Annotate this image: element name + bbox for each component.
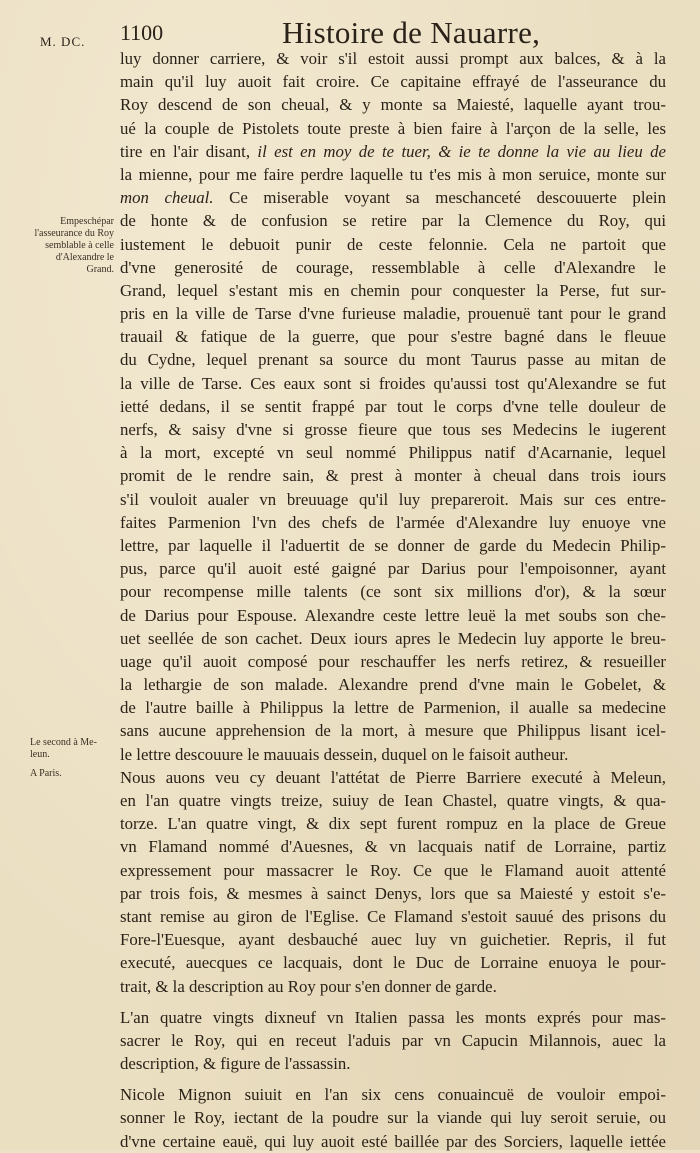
text-line: main qu'il luy auoit fait croire. Ce capitaine effrayé de l'asseurance du — [120, 72, 666, 92]
text-line: Grand, lequel s'estant mis en chemin pour conquester la Perse, fut sur- — [120, 280, 666, 300]
text-line: de honte & de confusion se retire par la Clemence du Roy, qui — [120, 211, 666, 231]
margin-note-paris: A Paris. — [30, 768, 62, 779]
text-line: promit de le rendre sain, & prest à monter à cheual dans trois iours — [120, 466, 666, 486]
king-quote-segment: il est en moy de te tuer, & ie te donne la vie au lieu de — [257, 141, 666, 161]
text-line: à la mort, excepté vn seul nommé Philippus natif d'Acarnanie, lequel — [120, 443, 666, 463]
text-line: le lettre descouure le mauuais dessein, duquel on le faisoit autheur. — [120, 744, 569, 764]
text-line: Roy descend de son cheual, & y monte sa Maiesté, laquelle ayant trou- — [120, 95, 666, 115]
text-line: la lethargie de son malade. Alexandre prend d'vne main le Gobelet, & — [120, 675, 666, 695]
text-line — [120, 140, 666, 163]
text-line: sacrer le Roy, qui en receut l'aduis par vn Capucin Milannois, auec la — [120, 1030, 666, 1050]
margin-note-line: Le second à Me- — [30, 737, 97, 748]
text-line: ué la couple de Pistolets toute preste à bien faire à l'arçon de la selle, les — [120, 118, 666, 138]
text-line: Nicole Mignon suiuit en l'an six cens conuaincuë de vouloir empoi- — [120, 1085, 666, 1105]
text-line: L'an quatre vingts dixneuf vn Italien passa les monts exprés pour mas- — [120, 1007, 666, 1027]
text-line: uage qu'il auoit composé pour reschauffer les nerfs retirez, & resueiller — [120, 651, 666, 671]
text-line: pour recompense mille talents (ce sont six millions d'or), & la sœur — [120, 582, 666, 602]
text-line: sans aucune apprehension de la mort, à mesure que Philippus lisant icel- — [120, 721, 666, 741]
text-line: Nous auons veu cy deuant l'attétat de Pierre Barriere executé à Meleun, — [120, 767, 666, 787]
text-line: pus, parce qu'il auoit esté gaigné par Darius pour l'empoisonner, ayant — [120, 559, 666, 579]
text-line: trauail & fatique de la guerre, que pour s'estre bagné dans le fleuue — [120, 327, 666, 347]
text-line: s'il vouloit aualer vn breuuage qu'il luy prepareroit. Mais sur ces entre- — [120, 489, 666, 509]
text-line: lettre, par laquelle il l'aduertit de se donner de garde du Medecin Philip- — [120, 535, 666, 555]
text-line: par trois fois, & mesmes à sainct Denys, lors que sa Maiesté y estoit s'e- — [120, 883, 666, 903]
text-line — [120, 186, 666, 209]
text-segment: Ce miserable voyant sa meschanceté descouuerte plein — [229, 188, 666, 208]
text-line: d'vne certaine eauë, qui luy auoit esté baillée par des Sorciers, laquelle iettée — [120, 1131, 666, 1151]
margin-note-line: leun. — [30, 749, 50, 760]
king-quote-line: la mienne, pour me faire perdre laquelle tu t'es mis à mon seruice, monte sur — [120, 164, 666, 184]
page-number: 1100 — [120, 20, 164, 45]
running-title: Histoire de Nauarre, — [282, 15, 541, 50]
text-line: en l'an quatre vingts treize, suiuy de Iean Chastel, quatre vingts, & qua- — [120, 791, 666, 810]
text-line: executé, auecques ce lacquais, dont le Duc de Lorraine enuoya le pour- — [120, 953, 666, 973]
text-line: luy donner carriere, & voir s'il estoit aussi prompt aux balces, & à la — [120, 49, 666, 68]
text-segment: tire en l'air disant, — [120, 141, 251, 161]
text-line: Fore-l'Euesque, ayant desbauché auec luy vn guichetier. Repris, il fut — [120, 930, 666, 950]
text-line: trait, & la description au Roy pour s'en donner de garde. — [120, 976, 497, 996]
paragraph-gap — [120, 998, 666, 1006]
body-text — [120, 47, 666, 1153]
text-line: d'vne generosité de courage, ressemblable à celle d'Alexandre le — [120, 257, 666, 277]
text-line: nerfs, & saisy d'vne si grosse fieure que tous ses Medecins le iugerent — [120, 420, 666, 439]
text-line: uet seellée de son cachet. Deux iours apres le Medecin luy apporte le breu- — [120, 628, 666, 648]
margin-note-line: Grand. — [86, 264, 114, 275]
folio-date: M. DC. — [40, 34, 86, 49]
text-line: de l'autre baille à Philippus la lettre de Parmenion, il aualle sa medecine — [120, 698, 666, 718]
margin-note-line: Empeschépar — [60, 216, 114, 227]
text-line: description, & figure de l'assassin. — [120, 1054, 351, 1074]
margin-note-line: l'asseurance du Roy — [34, 228, 114, 239]
margin-note-line: semblable à celle — [45, 240, 114, 251]
king-quote-segment: mon cheual. — [120, 188, 214, 208]
text-line: stant remise au giron de l'Eglise. Ce Flamand s'estoit sauué des prisons du — [120, 906, 666, 926]
margin-note-line: d'Alexandre le — [55, 252, 114, 263]
text-line: du Cydne, lequel prenant sa source du mont Taurus passe au mitan de — [120, 350, 666, 370]
text-line: vn Flamand nommé d'Auesnes, & vn lacquais natif de Lorraine, partiz — [120, 837, 666, 857]
text-line: iustement le debuoit punir de ceste felonnie. Cela ne partoit que — [120, 234, 666, 254]
text-line: de Darius pour Espouse. Alexandre ceste lettre leuë la met soubs son che- — [120, 605, 666, 625]
text-line: ietté dedans, il se sentit frappé par tout le corps d'vne telle douleur de — [120, 396, 666, 416]
margin-note-meleun — [30, 737, 114, 761]
text-line: torze. L'an quatre vingt, & dix sept furent rompuz en la place de Greue — [120, 814, 666, 834]
text-line: expressement pour massacrer le Roy. Ce que le Flamand auoit attenté — [120, 860, 666, 880]
margin-note-clemency — [30, 216, 114, 276]
paragraph-gap — [120, 1075, 666, 1083]
text-line: sonner le Roy, iectant de la poudre sur la viande qui luy seroit seruie, ou — [120, 1108, 666, 1128]
text-line: faites Parmenion l'vn des chefs de l'armée d'Alexandre luy enuoye vne — [120, 512, 666, 532]
text-line: pris en la ville de Tarse d'vne furieuse maladie, prouenuë tant pour le grand — [120, 304, 666, 324]
text-line: la ville de Tarse. Ces eaux sont si froides qu'aussi tost qu'Alexandre se fut — [120, 373, 666, 393]
